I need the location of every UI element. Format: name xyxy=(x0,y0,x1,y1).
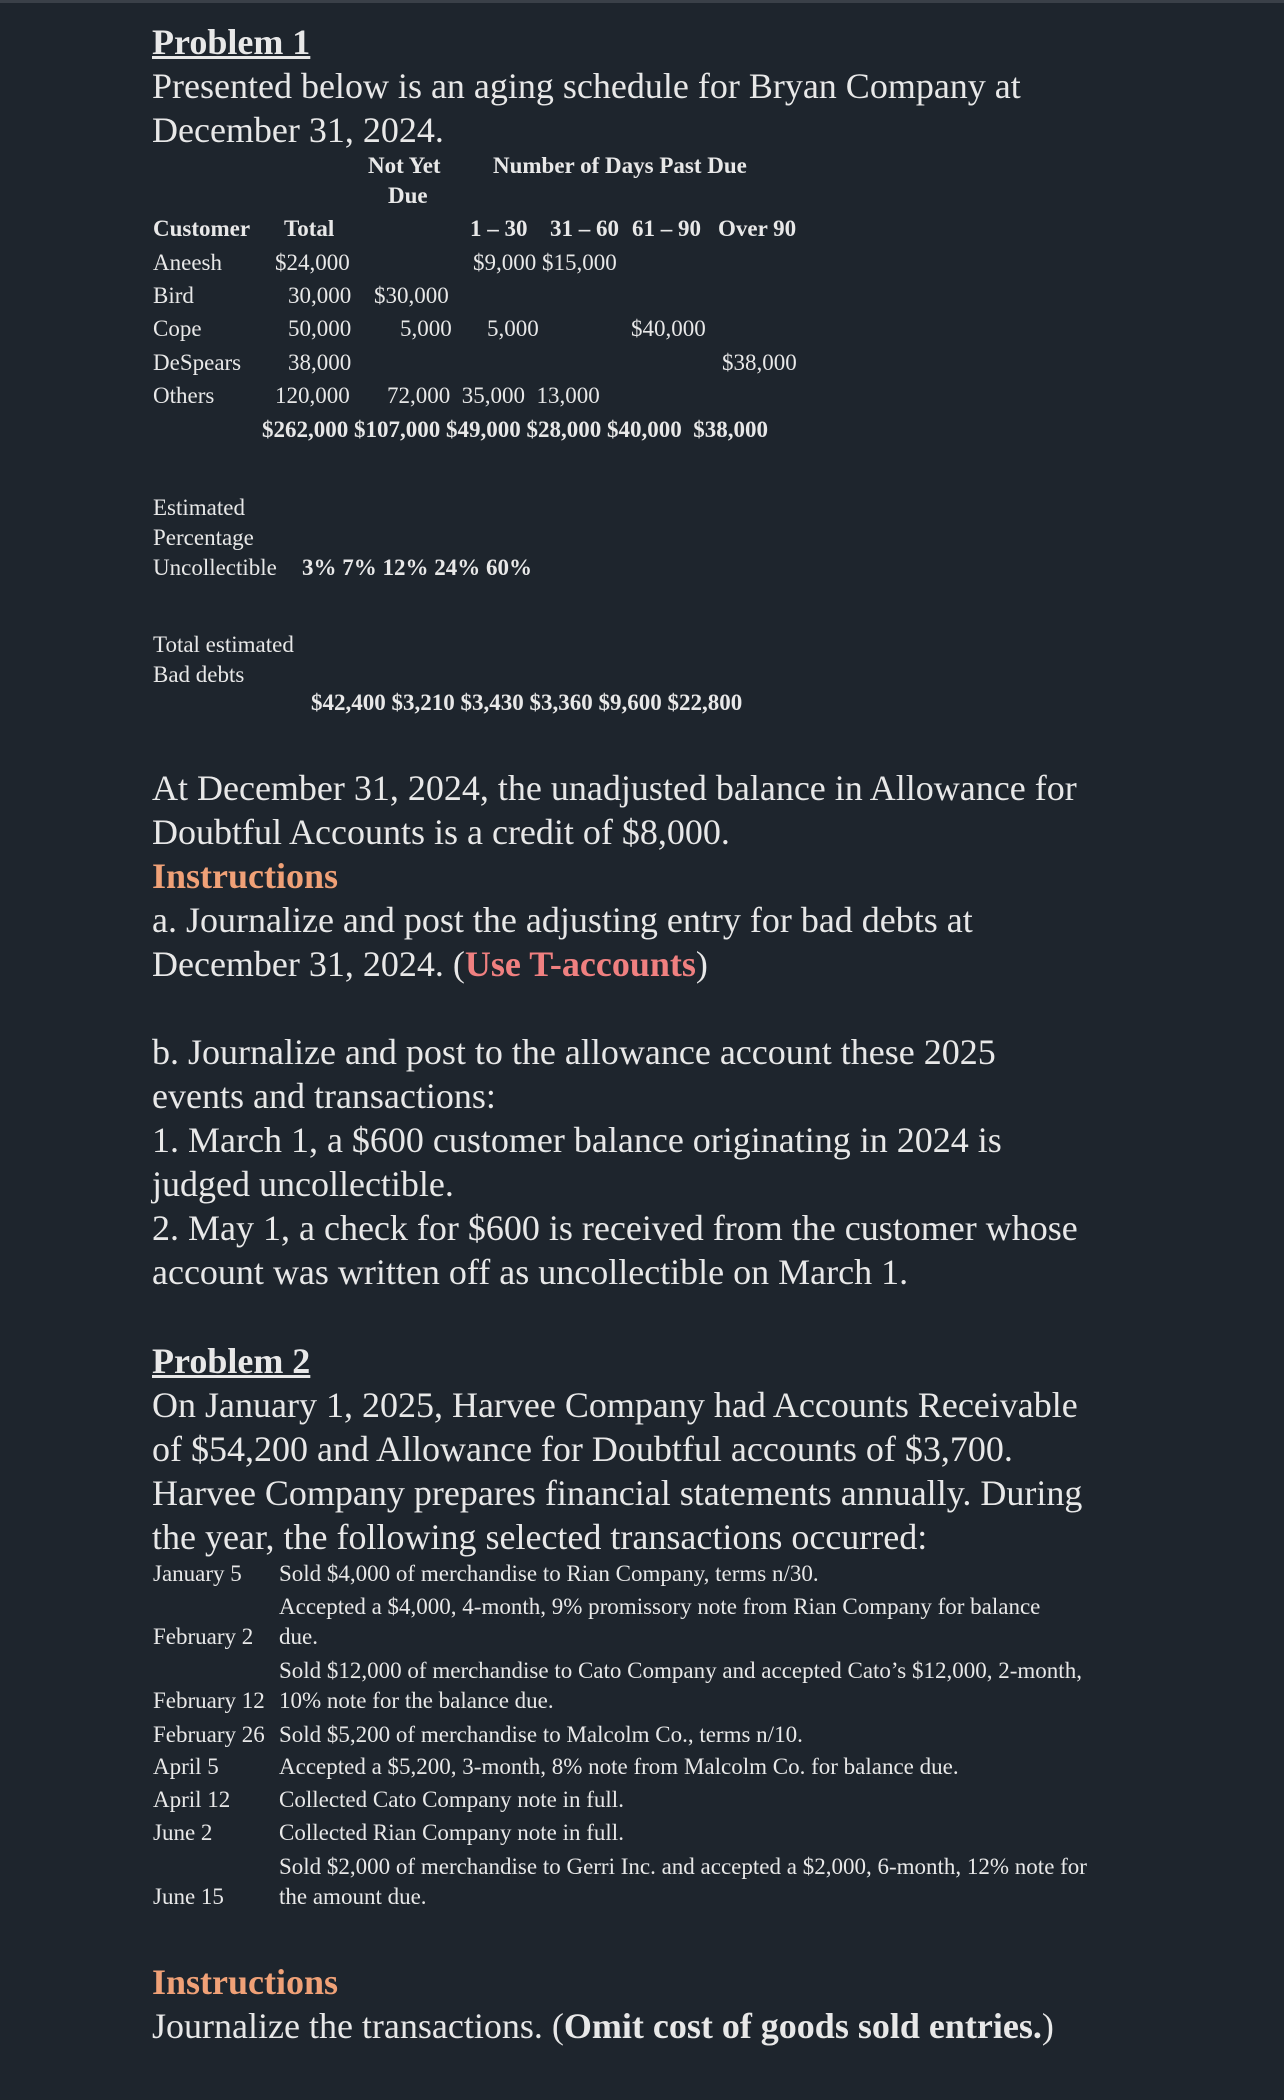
row-customer: Cope xyxy=(153,316,202,341)
row-cells: 72,000 35,000 13,000 xyxy=(387,383,600,408)
txn-date: February 26 xyxy=(153,1722,265,1747)
problem1-intro-line1: Presented below is an aging schedule for Bryan Company at xyxy=(152,66,1021,106)
instr-b-line2: events and transactions: xyxy=(152,1076,496,1116)
total-estimated-label: Total estimated xyxy=(153,632,294,657)
txn-date: June 15 xyxy=(153,1884,224,1909)
header-days-past-due: Number of Days Past Due xyxy=(493,153,747,178)
use-t-accounts-highlight: Use T-accounts xyxy=(464,944,696,984)
instructions-heading: Instructions xyxy=(152,856,339,896)
problem2-intro-line2: of $54,200 and Allowance for Doubtful accounts of $3,700. xyxy=(152,1429,1013,1469)
problem1-title: Problem 1 xyxy=(152,22,311,62)
col-over-90: Over 90 xyxy=(718,216,797,241)
instr-b-item1-line1: 1. March 1, a $600 customer balance originating in 2024 is xyxy=(152,1120,1002,1160)
col-total: Total xyxy=(284,216,335,241)
instr-b-item2-line1: 2. May 1, a check for $600 is received from the customer whose xyxy=(152,1208,1078,1248)
instructions-heading-2: Instructions xyxy=(152,1962,339,2002)
txn-date: February 2 xyxy=(153,1624,254,1649)
txn-desc: Sold $5,200 of merchandise to Malcolm Co., terms n/10. xyxy=(279,1722,803,1747)
problem2-intro-line4: the year, the following selected transactions occurred: xyxy=(152,1517,928,1557)
percentages-row: 3% 7% 12% 24% 60% xyxy=(302,555,532,580)
header-due: Due xyxy=(388,183,428,208)
col-31-60: 31 – 60 xyxy=(550,216,619,241)
bad-debts-label: Bad debts xyxy=(153,662,245,687)
row-total: 30,000 xyxy=(288,283,352,308)
problem2-intro-line3: Harvee Company prepares financial statements annually. During xyxy=(152,1473,1083,1513)
row-total: 38,000 xyxy=(288,350,352,375)
txn-desc: Sold $2,000 of merchandise to Gerri Inc. and accepted a $2,000, 6-month, 12% note for the amount due. xyxy=(279,1854,1087,1909)
instr-b-line1: b. Journalize and post to the allowance account these 2025 xyxy=(152,1032,996,1072)
col-1-30: 1 – 30 xyxy=(470,216,528,241)
col-61-90: 61 – 90 xyxy=(632,216,701,241)
txn-date: February 12 xyxy=(153,1686,271,1716)
row-total: 120,000 xyxy=(275,383,350,408)
instr-a-line1: a. Journalize and post the adjusting entry for bad debts at xyxy=(152,900,973,940)
col-customer: Customer xyxy=(153,216,251,241)
balance-line2: Doubtful Accounts is a credit of $8,000. xyxy=(152,812,730,852)
row-cells: $9,000 $15,000 xyxy=(473,250,617,275)
instr-a-line2: December 31, 2024. (Use T-accounts) xyxy=(152,944,708,984)
bad-debts-row: $42,400 $3,210 $3,430 $3,360 $9,600 $22,800 xyxy=(311,690,743,715)
row-customer: Others xyxy=(153,383,215,408)
row-not-yet: 5,000 xyxy=(400,316,452,341)
row-over-90: $38,000 xyxy=(722,350,797,375)
row-total: 50,000 xyxy=(288,316,352,341)
txn-desc: Collected Rian Company note in full. xyxy=(279,1820,624,1845)
row-customer: DeSpears xyxy=(153,350,242,375)
header-not-yet: Not Yet xyxy=(368,153,441,178)
txn-desc: Accepted a $4,000, 4-month, 9% promissory note from Rian Company for balance due. xyxy=(279,1594,1041,1649)
txn-date: April 12 xyxy=(153,1787,231,1812)
totals-row: $262,000 $107,000 $49,000 $28,000 $40,000 $38,000 xyxy=(262,417,768,442)
row-customer: Aneesh xyxy=(153,250,222,275)
instr-b-item1-line2: judged uncollectible. xyxy=(152,1164,454,1204)
txn-desc: Sold $12,000 of merchandise to Cato Company and accepted Cato’s $12,000, 2-month, 10% note for the balance due. xyxy=(279,1658,1082,1713)
txn-date: April 5 xyxy=(153,1754,219,1779)
row-total: $24,000 xyxy=(275,250,350,275)
instr-b-item2-line2: account was written off as uncollectible on March 1. xyxy=(152,1252,909,1292)
top-border xyxy=(0,0,1284,3)
row-61-90: $40,000 xyxy=(631,316,706,341)
txn-desc: Collected Cato Company note in full. xyxy=(279,1787,624,1812)
txn-date: June 2 xyxy=(153,1820,213,1845)
problem2-intro-line1: On January 1, 2025, Harvee Company had Accounts Receivable xyxy=(152,1385,1078,1425)
percentage-label: Percentage xyxy=(153,525,254,550)
txn-date: January 5 xyxy=(153,1561,242,1586)
problem1-intro-line2: December 31, 2024. xyxy=(152,110,444,150)
problem2-instruction: Journalize the transactions. (Omit cost of goods sold entries.) xyxy=(152,2006,1054,2046)
row-1-30: 5,000 xyxy=(487,316,539,341)
row-cells: $30,000 xyxy=(374,283,449,308)
problem2-title: Problem 2 xyxy=(152,1341,311,1381)
row-customer: Bird xyxy=(153,283,194,308)
txn-desc: Accepted a $5,200, 3-month, 8% note from Malcolm Co. for balance due. xyxy=(279,1754,959,1779)
uncollectible-label: Uncollectible xyxy=(153,555,277,580)
balance-line1: At December 31, 2024, the unadjusted balance in Allowance for xyxy=(152,768,1077,808)
txn-desc: Sold $4,000 of merchandise to Rian Company, terms n/30. xyxy=(279,1561,819,1586)
omit-cogs-emphasis: Omit cost of goods sold entries. xyxy=(563,2006,1042,2046)
estimated-label: Estimated xyxy=(153,495,245,520)
